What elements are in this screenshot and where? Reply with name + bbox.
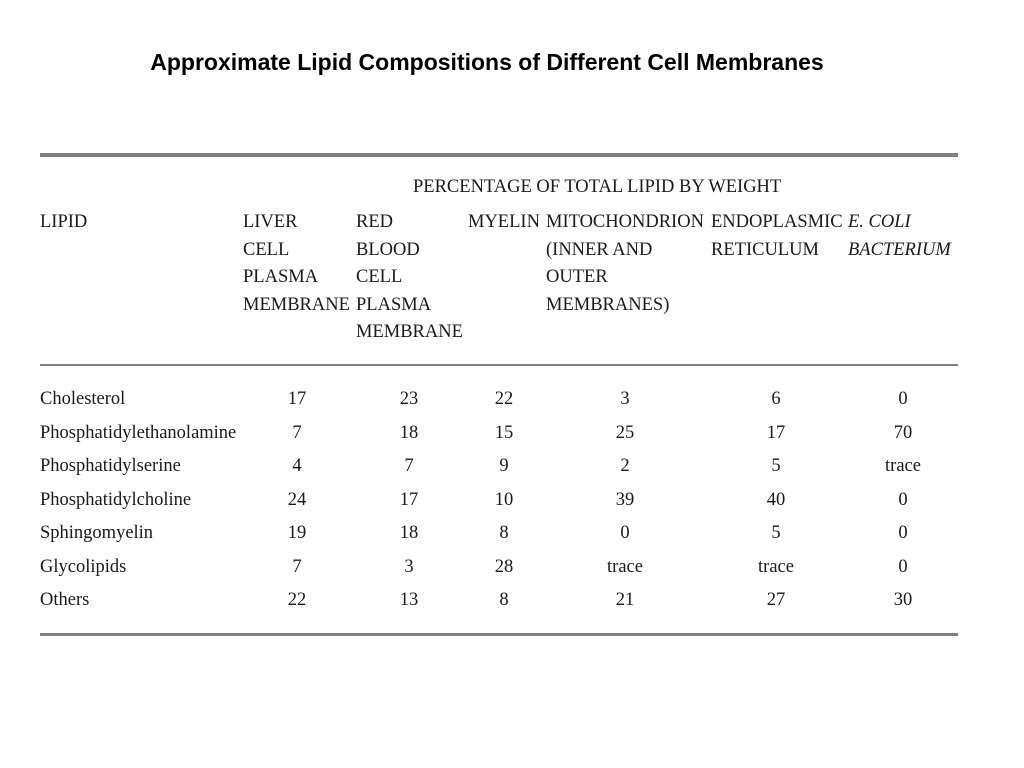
table-cell: 17 xyxy=(287,389,307,409)
table-cell: 40 xyxy=(766,489,786,510)
column-header-e-coli: E. COLI BACTERIUM xyxy=(848,212,951,260)
lipid-name: Others xyxy=(40,590,90,610)
lipid-name: Sphingomyelin xyxy=(40,523,154,543)
table-cell: 0 xyxy=(620,523,630,543)
table-cell: 8 xyxy=(499,590,509,610)
lipid-name: Cholesterol xyxy=(40,389,126,409)
lipid-name: Phosphatidylcholine xyxy=(40,489,192,510)
column-header-liver: LIVER CELL PLASMA MEMBRANE xyxy=(243,212,350,315)
table-cell: 23 xyxy=(399,389,419,409)
table-cell: 0 xyxy=(898,389,908,409)
table-cell: 27 xyxy=(766,590,786,610)
table-cell: trace xyxy=(758,556,794,577)
lipid-name: Phosphatidylserine xyxy=(40,456,181,476)
supra-header: PERCENTAGE OF TOTAL LIPID BY WEIGHT xyxy=(413,177,782,197)
table-cell: 3 xyxy=(404,556,414,577)
column-header-myelin: MYELIN xyxy=(468,212,540,232)
column-header-red-blood-cell: RED BLOOD CELL PLASMA MEMBRANE xyxy=(356,212,463,342)
table-cell: 17 xyxy=(766,422,786,443)
column-header-mitochondrion: MITOCHONDRION (INNER AND OUTER MEMBRANES) xyxy=(546,212,704,315)
table-row xyxy=(0,383,1024,417)
table-row xyxy=(0,484,1024,518)
table-row xyxy=(0,417,1024,451)
table-row xyxy=(0,517,1024,551)
table-cell: 5 xyxy=(771,523,781,543)
table-cell: 18 xyxy=(399,422,419,443)
lipid-name: Phosphatidylethanolamine xyxy=(40,422,237,443)
table-row xyxy=(0,450,1024,484)
page-title: Approximate Lipid Compositions of Different Cell Membranes xyxy=(150,49,824,75)
table-cell: 0 xyxy=(898,489,908,510)
table-cell: 0 xyxy=(898,556,908,577)
table-cell: 15 xyxy=(494,422,514,443)
table-cell: 7 xyxy=(292,556,302,577)
table-row xyxy=(0,584,1024,618)
table-cell: 9 xyxy=(499,456,509,476)
table-cell: 7 xyxy=(404,456,414,476)
table-header-rule xyxy=(40,364,958,366)
table-cell: 17 xyxy=(399,489,419,510)
table-cell: 10 xyxy=(494,489,514,510)
table-cell: 8 xyxy=(499,523,509,543)
table-cell: 0 xyxy=(898,523,908,543)
table-top-rule xyxy=(40,153,958,157)
table-row xyxy=(0,551,1024,585)
table-cell: 7 xyxy=(292,422,302,443)
table-cell: 2 xyxy=(620,456,630,476)
table-cell: 22 xyxy=(287,590,307,610)
table-cell: 6 xyxy=(771,389,781,409)
table-bottom-rule xyxy=(40,633,958,636)
table-cell: 24 xyxy=(287,489,307,510)
column-header-endoplasmic-reticulum: ENDOPLASMIC RETICULUM xyxy=(711,212,843,260)
table-cell: 21 xyxy=(615,590,635,610)
table-cell: trace xyxy=(607,556,643,577)
table-cell: 28 xyxy=(494,556,514,577)
table-cell: 39 xyxy=(615,489,635,510)
lipid-name: Glycolipids xyxy=(40,556,127,577)
table-cell: 4 xyxy=(292,456,302,476)
table-cell: 13 xyxy=(399,590,419,610)
lipid-column-header: LIPID xyxy=(40,212,88,232)
table-cell: 70 xyxy=(893,422,913,443)
table-cell: 25 xyxy=(615,422,635,443)
table-cell: 18 xyxy=(399,523,419,543)
table-cell: 3 xyxy=(620,389,630,409)
table-cell: 22 xyxy=(494,389,514,409)
table-cell: 30 xyxy=(893,590,913,610)
table-cell: 5 xyxy=(771,456,781,476)
table-cell: 19 xyxy=(287,523,307,543)
table-cell: trace xyxy=(885,456,921,476)
